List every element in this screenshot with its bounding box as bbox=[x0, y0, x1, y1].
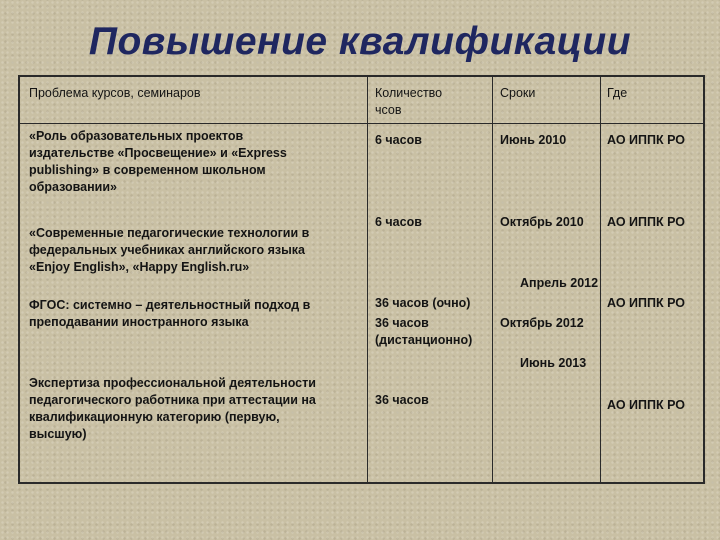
header-hours-line2: чсов bbox=[375, 103, 402, 117]
column-divider bbox=[492, 77, 493, 482]
row3-hours-line3: (дистанционно) bbox=[375, 333, 473, 347]
row4-problem-line2: педагогического работника при аттестации на bbox=[29, 393, 316, 407]
row2-where: АО ИППК РО bbox=[607, 215, 686, 229]
row4-problem-line1: Экспертиза профессиональной деятельности bbox=[29, 376, 316, 390]
row1-problem-line2: издательстве «Просвещение» и «Express bbox=[29, 146, 287, 160]
row2-hours: 6 часов bbox=[375, 215, 422, 229]
row2-terms: Октябрь 2010 bbox=[500, 215, 584, 229]
row3-terms-line1: Апрель 2012 bbox=[520, 276, 599, 290]
row1-terms: Июнь 2010 bbox=[500, 133, 567, 147]
row4-problem-line3: квалификационную категорию (первую, bbox=[29, 410, 280, 424]
row4-problem-line4: высшую) bbox=[29, 427, 87, 441]
row2-problem-line2: федеральных учебниках английского языка bbox=[29, 243, 305, 257]
courses-table bbox=[18, 75, 705, 484]
header-terms: Сроки bbox=[500, 86, 536, 100]
row3-hours-line1: 36 часов (очно) bbox=[375, 296, 471, 310]
row1-problem-line1: «Роль образовательных проектов bbox=[29, 129, 244, 143]
row3-problem-line2: преподавании иностранного языка bbox=[29, 315, 249, 329]
row4-terms: Июнь 2013 bbox=[520, 356, 587, 370]
row1-where: АО ИППК РО bbox=[607, 133, 686, 147]
row3-hours-line2: 36 часов bbox=[375, 316, 429, 330]
row1-problem-line4: образовании» bbox=[29, 180, 117, 194]
row1-problem-line3: publishing» в современном школьном bbox=[29, 163, 266, 177]
header-hours-line1: Количество bbox=[375, 86, 443, 100]
row4-where: АО ИППК РО bbox=[607, 398, 686, 412]
row3-terms-line2: Октябрь 2012 bbox=[500, 316, 584, 330]
column-divider bbox=[600, 77, 601, 482]
row3-problem-line1: ФГОС: системно – деятельностный подход в bbox=[29, 298, 311, 312]
header-where: Где bbox=[607, 86, 628, 100]
header-divider bbox=[20, 123, 703, 124]
column-divider bbox=[367, 77, 368, 482]
row4-hours: 36 часов bbox=[375, 393, 429, 407]
row2-problem-line1: «Современные педагогические технологии в bbox=[29, 226, 310, 240]
page-title: Повышение квалификации bbox=[88, 20, 632, 63]
row2-problem-line3: «Enjoy English», «Happy English.ru» bbox=[29, 260, 250, 274]
row3-where: АО ИППК РО bbox=[607, 296, 686, 310]
header-problem: Проблема курсов, семинаров bbox=[29, 86, 201, 100]
row1-hours: 6 часов bbox=[375, 133, 422, 147]
